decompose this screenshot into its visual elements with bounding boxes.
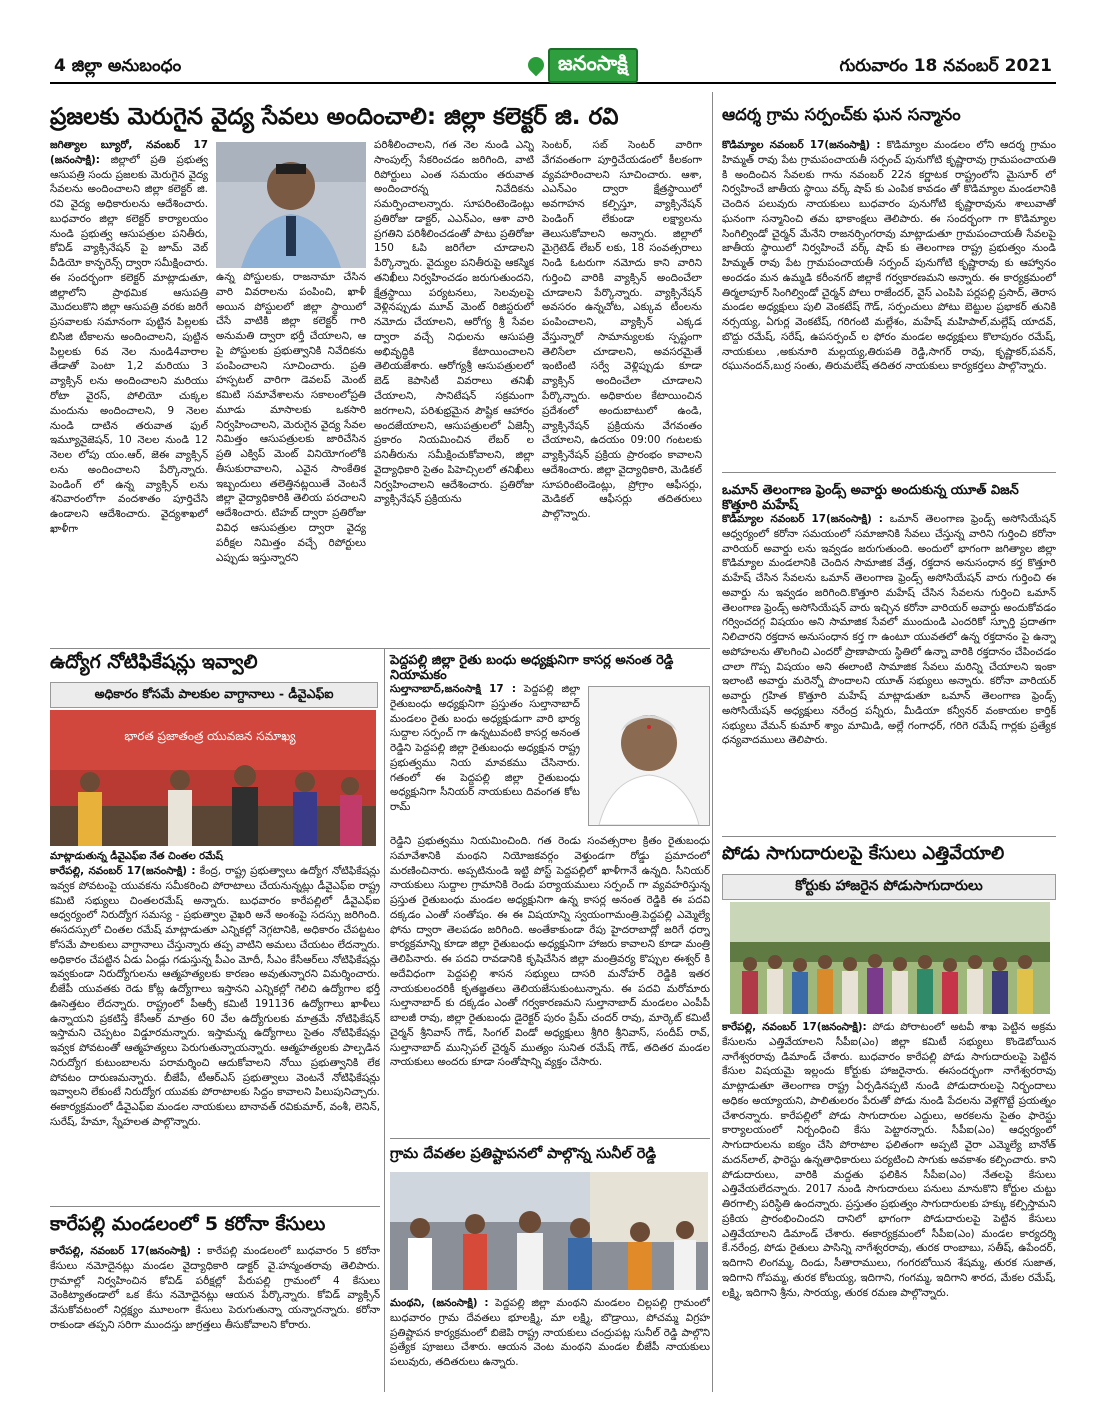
column-rule — [384, 648, 385, 1392]
column-rule — [712, 92, 713, 1392]
ananta-reddy-photo — [588, 686, 710, 826]
a4-caption: మాట్లాడుతున్న డీవైఎఫ్ఐ నేత చింతల రమేష్ — [50, 851, 223, 862]
podu-farmers-photo — [730, 902, 1050, 1014]
leaf-icon — [525, 54, 548, 77]
a4-body: కారేపల్లి, నవంబర్ 17(జనంసాక్షి) : కేంద్ర, రాష్ట్ర ప్రభుత్వాలు ఉద్యోగ నోటిఫికేషన్లు ఇవ్వక పోవటంపై యువకను సమీకరించి పోరాటాలు చేయనున్నట్లు డీవైఎఫ్ఐ రాష్ట్ర కమిటి సభ్యులు చింతలరమేష్ అన్నారు. బుధవారం కారేపల్లిలో డీవైఎఫ్ఐ ఆధ్వర్యంలో నిరుద్యోగ సమస్య - ప్రభుత్వాల వైఖరి అనే అంశంపై సదస్సు జరిగింది. ఈసదస్సులో చింతల రమేష్ మాట్లాడుతూ ఎన్నికల్లో నెగ్గటానికి, అధికారం చేపట్టటం కోసమే పాలకులు వాగ్దానాలు చేస్తున్నారు తప్ప వాటిని అమలు చేయటం లేదన్నారు. అధికారం చేపట్టిన ఏడు ఏండ్లు గడుస్తున్న పీఎం మోదీ, సీఎం కేసీఆర్‌లు నోటిఫికేషన్లు ఇవ్వకుండా నిరుద్యోగులను ఆత్మహత్యలకు కారణం అవుతున్నారని విమర్శించారు. బీజేపీ యువతకు రెడు కోట్ల ఉద్యోగాలు ఇస్తానని ఎన్నికల్లో గెలిచి ఉద్యోగాల భర్తీ ఊసెత్తటం లేదన్నారు. రాష్ట్రంలో పీఆర్సీ కమిటీ 191136 ఉద్యోగాలు ఖాళీలు ఉన్నాయని ప్రకటిస్తే కేసీఆర్ మాత్రం 60 వేల ఉద్యోగులకు మాత్రమే నోటిఫికేషన్ ఇస్తామని చెప్పటం విడ్డూరమన్నారు. ఇస్తామన్న ఉద్యోగాలు సైతం నోటిఫికేషన్లు ఇవ్వక పోవటంతో ఆత్మహత్యలు పెరుగుతున్నాయన్నారు. ఆత్మహత్యలకు పాల్పడిన నిరుద్యోగ కుటుంబాలను పరామర్శించి ఆదుకోవాలని నోయి ప్రభుత్వానికి లేక పోవటం దారుణమన్నారు. బీజేపీ, టీఆర్ఎస్ ప్రభుత్వాలు వెంటనే నోటిఫికేషన్లు ఇవ్వాలని లేకుంటే నిరుద్యోగ యువకు పోరాటాలకు సిద్దం కావాలని పిలుపునిచ్చారు. ఈకార్యక్రమంలో డీవైఎఫ్ఐ మండల నాయకులు బానావత్ రవికుమార్, వంశీ, లెనిన్, సురేష్, హేమా, స్నేహలత పాల్గొన్నారు. — [50, 865, 380, 1129]
masthead — [50, 50, 1056, 84]
a4-subtitle: అధికారం కోసమే పాలకుల వాగ్దానాలు - డీవైఎఫ్ఐ — [50, 682, 378, 708]
section-rule — [50, 648, 710, 649]
page-content — [50, 92, 1056, 1392]
a3-body: కొడిమ్యాల నవంబర్ 17(జనంసాక్షి) : ఒమాన్ తెలంగాణ ఫ్రెండ్స్ అసోసియేషన్ ఆధ్వర్యంలో కరోనా సమయంలో సమాజానికి సేవలు చేస్తున్న వారిని గుర్తించి కరోనా వారియర్ అవార్డు లను ఇవ్వడం జరుగుతుంది. అందులో భాగంగా జగిత్యాల జిల్లా కొడిమ్యాల మండలానికి చెందిన సామాజిక వేత్త, రక్తదాన అనుసంధాన కర్త కొత్తూరి మహేష్ చేసిన సేవలను ఒమాన్ తెలంగాణ ఫ్రెండ్స్ అసోసియేషన్ వారు గుర్తించి ఈ అవార్డు ను ఇవ్వడం జరిగింది.కొత్తూరి మహేష్ చేసిన సేవలను గుర్తించి ఒమాన్ తెలంగాణ ఫ్రెండ్స్ అసోసియేషన్ వారు ఇచ్చిన కరోనా వారియర్ అవార్డు అందుకోవడం గర్వించదగ్గ విషయం అని సామాజిక సేవలో ముందుండి ఎందరికో స్ఫూర్తి ప్రదాతగా నిలిచారని రక్తదాన అనుసంధాన కర్త గా ఉంటూ యువతలో ఉన్న రక్తదానం పై ఉన్నా అపోహలను తొలగించి ఎందరో ప్రాణాపాయ స్థితిలో ఉన్నా వారికి రక్తదానం చేపించడం చాలా గొప్ప విషయం అని ఈలాంటి సామాజిక సేవలు మరిన్ని చేయాలని ఇంకా ఇలాంటి అవార్డు మరెన్నో పొందాలని యూత్ సభ్యులు అన్నారు. కరోనా వారియర్ అవార్డు గ్రహిత కొత్తూరి మహేష్ మాట్లాడుతూ ఒమాన్ తెలంగాణ ఫ్రెండ్స్ అసోసియేషన్ అధ్యక్షులు నరేంద్ర పన్నీరు, మీడియా కన్వీనర్ వంకాయల కార్తిక్ సభ్యులు వేమన్ కుమార్ శ్యాం మామిడి, అల్లే గంగాధర్, గరిగె రమేష్ గార్లకు ప్రత్యేక ధన్యవాదములు తెలిపారు. — [722, 513, 1056, 747]
section-rule — [50, 1206, 380, 1207]
a6-body-top: సుల్తానాబాద్,జనంసాక్షి 17 : పెద్దపల్లి జిల్లా రైతుబంధు అధ్యక్షునిగా ప్రస్తుతం సుల్తానాబాద్ మండలం రైతు బంధు అధ్యక్షుడుగా వారి భార్య సుద్దాల సర్పంచ్ గా ఉన్నటువంటి కాసర్ల అనంత రెడ్డిని పెద్దపల్లి జిల్లా రైతుబంధు అధ్యక్షున రాష్ట్ర ప్రభుత్వము నియ మావకము చేసినారు. గతంలో ఈ పెద్దపల్లి జిల్లా రైతుబంధు అధ్యక్షునిగా సీనియర్ నాయకులు దివంగత కోట రామ్ — [390, 683, 580, 814]
section-rule — [390, 1138, 710, 1139]
a8-subtitle: కోర్టుకు హాజరైన పోడుసాగుదారులు — [722, 874, 1056, 900]
sunil-reddy-photo — [390, 1172, 708, 1290]
a5-body: కారేపల్లి, నవంబర్ 17(జనంసాక్షి) : కారేపల్లి మండలంలో బుధవారం 5 కరోనా కేసులు నమోదైనట్లు మండల వైద్యాధికారి డాక్టర్ వై.హన్మంతరావు తెలిపారు. గ్రామాల్లో నిర్వహించిన కోవిడ్ పరీక్షల్లో పేరుపల్లి గ్రామంలో 4 కేసులు వెంకిట్యాతండాలో ఒక కేసు నమోదైనట్లు ఆయన పేర్కొన్నారు. కోవిడ్ వ్యాక్సిన్ వేసుకోవటంలో నిర్లక్ష్యం మూలంగా కేసులు పెరుగుతున్నా యన్నారన్నారు. కరోనా రాకుండా తప్పని సరిగా ముందస్తు జాగ్రత్తలు తీసుకోవాలని కోరారు. — [50, 1245, 380, 1331]
a7-body: మంథని, (జనంసాక్షి) : పెద్దపల్లి జిల్లా మంథని మండలం చిల్లపల్లి గ్రామంలో బుధవారం గ్రామ దేవతలు భూలక్ష్మి, మా లక్ష్మి, బొడ్రాయి, పోచమ్మ విగ్రహ ప్రతిష్టాపన కార్యక్రమంలో బిజెపి రాష్ట్ర నాయకులు చంద్రుపట్ల సునీల్ రెడ్డి పాల్గొని ప్రత్యేక పూజలు చేశారు. ఆయన వెంట మంథని మండల బీజేపీ నాయకులు పలువురు, తదితరులు ఉన్నారు. — [390, 1297, 710, 1369]
a2-body: కొడిమ్యాల నవంబర్ 17(జనంసాక్షి) : కొడిమ్యాల మండలం లోని ఆదర్శ గ్రామం హిమ్మత్ రావు పేట గ్రామపంచాయతీ సర్పంచ్ పునుగోటి కృష్ణారావు గ్రామపంచాయతి కి అందించిన సేవలకు గాను నవంబర్ 22న కర్ణాటక రాష్ట్రంలోని మైసూర్ లో నిర్వహించే జాతీయ స్థాయి వర్క్ షాప్ కు ఎంపిక కావడం తో కొడిమ్యాల మండలానికి చెందిన పలువురు నాయకులు బుధవారం పునుగోటి కృష్ణారావును శాలువాతో ఘనంగా సన్మానించి తమ భాకాంక్షలు తెలిపారు. ఈ సందర్భంగా గా కొడిమ్యాల సింగిల్విండో చైర్మన్ మేనేని రాజనర్సింగరావు మాట్లాడుతూ గ్రామపంచాయతీ సేవలపై జాతీయ స్థాయిలో నిర్వహించే వర్క్ షాప్ కు తెలంగాణ రాష్ట్ర ప్రభుత్వం నుండి హిమ్మత్ రావు పేట గ్రామపంచాయతీ సర్పంచ్ పునుగోటి కృష్ణారావు కు ఆహ్వానం అందడం మన ఉమ్మడి కరీంనగర్ జిల్లాకే గర్వకారణమని అన్నారు. ఈ కార్యక్రమంలో తిర్మలాపూర్ సింగిల్విండో చైర్మన్ పోలు రాజేందర్, వైస్ ఎంపిపి పర్లపల్లి ప్రసాద్, తెరాస మండల అధ్యక్షులు పులి వెంకటేష్ గౌడ్, సర్పంచులు పోటు బెట్టుల ప్రభాకర్ తునికి నర్సయ్య, ఏగుర్ల వెంకటేష్, గరిగంటి మల్లేశం, మహేష్ మహిపాల్,మల్లేష్ యాదవ్, బొద్దు రమేష్, సరేష్, ఉపసర్పంచ్ ల ఫోరం మండల అధ్యక్షులు కొలాపురం రమేష్, నాయకులు ,అకునూరి మల్లయ్య,తిరుపతి రెడ్డి,సాగర్ రావు, కృష్ణాకర్,పవన్, రఘునందన్,బుర్ర సంతు, తిరుమలేష్ తదితర నాయకులు కార్యకర్తలు పాల్గొన్నారు. — [722, 139, 1056, 373]
a5-headline: కారేపల్లి మండలంలో 5 కరోనా కేసులు — [50, 1213, 326, 1235]
svg-text:భారత ప్రజాతంత్ర యువజన సమాఖ్య: భారత ప్రజాతంత్ర యువజన సమాఖ్య — [124, 729, 296, 743]
a4-headline: ఉద్యోగ నోటిఫికేషన్లు ఇవ్వాలి — [50, 651, 258, 673]
dyfi-meeting-photo — [50, 710, 376, 846]
page-label: 4 జిల్లా అనుబంధం — [54, 56, 182, 76]
a1-col2: ఉన్న పోస్టులకు, రాజనామా చేసిన వారి వివరాలను పంపించి, ఖాళీ అయిన పోస్టులలో జిల్లా స్థాయిలో చేసే వాటికి జిల్లా కలెక్టర్ గారి అనుమతి ద్వారా భర్తీ చేయాలని, ఆ పై పోస్టులకు ప్రభుత్వానికి నివేదికను పంపించాలని సూచించారు. ప్రతి హస్పటల్ వారిగా డెవలప్ మెంట్ కమిటి సమావేశాలను సకాలంలోప్రతి మూడు మాసాలకు ఒకసారి నిర్వహించాలని, మెరుగైన వైద్య సేవల నిమిత్తం ఆసుపత్రులకు జారిచేసిన ప్రతి ఎక్విప్ మెంట్ వినియోగంలోకి తీసుకురావాలని, ఎవైన సాంకేతిక ఇబ్బందులు తలెత్తినట్లయితే వెంటనే జిల్లా వైద్యాధికారికి తెలియ పరచాలని ఆదేశించారు. టిహబ్ ద్వారా ప్రతిరోజు వివిధ ఆసుపత్రుల ద్వారా వైద్య పరీక్షల నిమిత్తం వచ్చే రిపోర్టులు ఎప్పుడు ఇస్తున్నారని — [216, 271, 366, 564]
a1-headline: ప్రజలకు మెరుగైన వైద్య సేవలు అందించాలి: జిల్లా కలెక్టర్ జి. రవి — [50, 104, 619, 130]
a2-headline: ఆదర్శ గ్రామ సర్పంచ్‌కు ఘన సన్మానం — [722, 105, 961, 124]
a8-body: కారేపల్లి, నవంబర్ 17(జనంసాక్షి): పోడు పోరాటంలో అటవీ శాఖ పెట్టిన అక్రమ కేసులను ఎత్తివేయాలని సీపీఐ(ఎం) జిల్లా కమిటీ సభ్యులు కొండెబోయిన నాగేశ్వరరావు డిమాండ్ చేశారు. బుధవారం కారేపల్లి పోడు సాగుదారులపై పెట్టిన కేసుల విషయమై ఇల్లందు కోర్టుకు హాజరైనారు. ఈసందర్భంగా నాగేశ్వరరావు మాట్లాడుతూ తెలంగాణ రాష్ట్ర ఏర్పడినప్పటి నుండి పోడుదారులపై నిర్భందాలు అధికం అయ్యాయని, పాలితులరం పేరుతో పోడు నుండి పేదలను వెళ్లగొట్టే ప్రయత్నం చేశారన్నారు. కారేపల్లిలో పోడు సాగుదారుల ఎద్దులు, అరకలను సైతం ఫారెస్టు కార్యాలయంలో నిర్బంధించి కేసు పెట్టారన్నారు. సీపీఐ(ఎం) ఆధ్వర్యంలో సాగుదారులను ఐక్యం చేసి పోరాటాల ఫలితంగా అప్పటి వైరా ఎమ్మెల్యే బానోత్ మదన్‌లాల్, ఫారెస్టు ఉన్నతాధికారులు పర్యటించి సాగుకు అవకాశం కల్పించారు. కాని పోడుదారులు, వారికి మద్దతు ఫలికిన సీపీఐ(ఎం) నేతలపై కేసులు ఎత్తివేయలేదన్నారు. 2017 నుండి సాగుదారులు పనులు మానుకొని కోర్టుల చుట్టు తిరగాల్సి పరిస్ధితి ఉందన్నారు. ప్రస్తుతం ప్రభుత్వం సాగుదారులకు హక్కు కల్పిస్తామని ప్రకియ ప్రారంభించిందని దానిలో భాగంగా పోడుదారులపై పెట్టిన కేసులు ఎత్తివేయాలని డిమాండ్ చేశారు. ఈకార్యక్రమంలో సీపీఐ(ఎం) మండల కార్యదర్శి కే.నరేంద్ర, పోడు రైతులు పాసిన్ని నాగేశ్వరరావు, తురక రాంబాబు, సతీష్, ఉపేందర్, ఇదిగాని లింగమ్మ, దిండు, సీతారాములు, గంగరబోయిన శేషమ్మ, తురక సుజాత, ఇదిగాని గోపమ్మ, తురక కోటయ్య, ఇదిగాని, గంగమ్మ, ఇదిగాని శారద, మేకల రమేష్, లక్ష్మి, ఇదిగాని శ్రీను, సారయ్య, తురక రమణ పాల్గొన్నారు. — [722, 1021, 1056, 1299]
a1-col1: జగిత్యాల బ్యూరో, నవంబర్ 17 (జనంసాక్షి): జిల్లాలో ప్రతి ప్రభుత్వ ఆసుపత్రి సందు ప్రజలకు మెరుగైన వైద్య సేవలను అందించాలని జిల్లా కలెక్టర్ జి. రవి వైద్య అధికారులను ఆదేశించారు. బుధవారం జిల్లా కలెక్టర్ కార్యాలయం నుండి ప్రభుత్వ ఆసుపత్రుల పనితీరు, కోవిడ్ వ్యాక్సినేషన్ పై జూమ్ వెబ్ వీడియో కాన్ఫరెన్స్ ద్వారా సమీక్షించారు. ఈ సందర్భంగా కలెక్టర్ మాట్లాడుతూ, జిల్లాలోని ప్రాథమిక ఆసుపత్రి మొదలుకొని జిల్లా ఆసుపత్రి వరకు జరిగే ప్రసవాలకు సమానంగా పుట్టిన పిల్లలకు బిసిజి టీకాలను అందించాలని, పుట్టిన పిల్లలకు 6వ నెల నుండి4వారాల తేడాతో పెంటా 1,2 మరియు 3 వ్యాక్సిన్ లను అందించాలని మరియు రోటా వైరస్, పోలియో చుక్కల మందును అందించాలని, 9 నెలల నుండి దాటిన తరువాత ఫుల్ ఇమ్యూనైజెషన్, 10 నెలల నుండి 12 నెలల లోపు యం.ఆర్, జెఈ వ్యాక్సిన్ లను అందించాలని పేర్కొన్నారు. పెండింగ్ లో ఉన్న వ్యాక్సిన్ లను శనివారంలోగా వందశాతం పూర్తిచేసి ఉండాలని ఆదేశించారు. వైద్యశాఖలో ఖాళీగా — [50, 139, 208, 535]
section-rule — [722, 836, 1056, 837]
a1-col3: పరిశీలించాలని, గత నెల నుండి ఎన్ని సాంపుల్స్ సేకరించడం జరిగింది, వాటి రిపోర్టులు ఎంత సమయం తరువాత అందించారన్న నివేదికను సమర్పించాలన్నారు. సూపరింటెండెంట్లు ప్రతిరోజు డాక్టర్, ఎఎన్ఎం, ఆశా వారి ప్రగతిని పరిశీలించడంతో పాటు ప్రతిరోజు 150 ఓపి జరిగేలా చూడాలని పేర్కొన్నారు. వైద్యుల పనితీరుపై ఆకస్మిక తనిఖీలు నిర్వహించడం జరుగుతుందని, క్షేత్రస్థాయి పర్యటనలు, సెలవులపై వెళ్లినప్పుడు మూవ్ మెంట్ రిజిస్టరులో నమోదు చేయాలని, ఆరోగ్య శ్రీ సేవల ద్వారా వచ్చే నిధులను ఆసుపత్రి అభివృద్ధికి కేటాయించాలని తెలియజేశారు. ఆరోగ్యశ్రీ ఆసుపత్రులలో బెడ్ కెపాసిటీ వివరాలు తనిఖీ చేయాలని, సానిటేషన్ సక్రమంగా జరగాలని, పరిశుభ్రమైన పౌష్టిక ఆహారం అందజేయాలని, ఆసుపత్రులలో ఏజెన్సీ ప్రకారం నియమించిన లేబర్ ల పనితీరును సమీక్షించుకోవాలని, జిల్లా వైద్యాధికారి సైతం పిహెచ్సిలలో తనిఖీలు నిర్వహించాలని ఆదేశించారు. ప్రతిరోజు వ్యాక్సినేషన్ ప్రక్రియను — [374, 139, 534, 506]
a8-headline: పోడు సాగుదారులపై కేసులు ఎత్తివేయాలి — [722, 843, 1005, 864]
newspaper-logo: జనంసాక్షి — [528, 50, 638, 80]
a7-headline: గ్రామ దేవతల ప్రతిష్టాపనలో పాల్గొన్న సునీల్ రెడ్డి — [390, 1146, 657, 1162]
issue-date: గురువారం 18 నవంబర్ 2021 — [839, 56, 1052, 76]
a1-dateline: జగిత్యాల బ్యూరో, నవంబర్ 17 (జనంసాక్షి): — [50, 139, 208, 166]
section-rule — [722, 472, 1056, 473]
a1-col4: సెంటర్, సబ్ సెంటర్ వారిగా వేగవంతంగా పూర్తిచేయడంలో కీలకంగా వ్యవహరించాలని సూచించారు. ఆశా, ఎఎన్ఎం ద్వారా క్షేత్రస్థాయిలో అవగాహన కల్పిస్తూ, వ్యాక్సినేషన్ పెండింగ్ లేకుండా లక్ష్యాలను తెలుసుకోవాలని అన్నారు. జిల్లాలో మైగ్రెటెడ్ లేబర్ లకు, 18 సంవత్సరాలు నిండి ఓటరుగా నమోదు కాని వారిని గుర్తించి వారికి వ్యాక్సిన్ అందించేలా చూడాలని పేర్కొన్నారు. వ్యాక్సినేషన్ అవసరం ఉన్నచోట, ఎక్కువ టీంలను పంపించాలని, వ్యాక్సిన్ ఎక్కడ వేస్తున్నారో సామాన్యులకు స్పష్టంగా తెలిసేలా చూడాలని, అవసరమైతే ఇంటింటి సర్వే వెళ్లిప్పుడు కూడా వ్యాక్సిన్ అందించేలా చూడాలని పేర్కొన్నారు. అధికారుల కేటాయించిన ప్రదేశంలో అందుబాటులో ఉండి, వ్యాక్సినేషన్ ప్రక్రియను వేగవంతం చేయాలని, ఉదయం 09:00 గంటలకు వ్యాక్సినేషన్ ప్రక్రియ ప్రారంభం కావాలని ఆదేశించారు. జిల్లా వైద్యాధికారి, మెడికల్ సూపరింటెండెంట్లు, ప్రోగ్రాం ఆఫీసర్లు, మెడికల్ ఆఫీసర్లు తదితరులు పాల్గొన్నారు. — [542, 139, 702, 521]
a3-headline: ఒమాన్ తెలంగాణ ఫ్రెండ్స్ అవార్డు అందుకున్న యూత్ విజన్ కొత్తూరి మహేష్ — [722, 483, 1019, 513]
a6-headline: పెద్దపల్లి జిల్లా రైతు బంధు అధ్యక్షునిగా కాసర్ల అనంత రెడ్డి నియామకం — [390, 653, 674, 683]
collector-photo — [216, 142, 366, 268]
a6-body: రెడ్డిని ప్రభుత్వము నియమించింది. గత రెండు సంవత్సరాల క్రితం రైతుబంధు సమావేశానికి మంథని నియోజకవర్గం వెళ్తుండగా రోడ్డు ప్రమాదంలో మరణించినారు. అప్పటినుండి ఇట్టి పోస్ట్ పెద్దపల్లిలో ఖాళీగానే ఉన్నది. సీనియర్ నాయకులు సుద్దాల గ్రామానికి రెండు పర్యాయములు సర్పంచ్ గా వ్యవహరిస్తున్న ప్రస్తుత రైతుబంధు మండల అధ్యక్షునిగా ఉన్న కాసర్ల అనంత రెడ్డికి ఈ పదవి దక్కడం ఎంతో సంతోషం. ఈ ఈ విషయాన్ని స్వయంగామంత్రి.పెద్దపల్లి ఎమ్మెల్యే ఫోను ద్వారా తెలపడం జరిగింది. అంతేకాకుండా రేపు హైదరాబాద్లో జరిగే ధర్నా కార్యక్రమాన్ని కూడా జిల్లా రైతుబంధు అధ్యక్షునిగా హాజరు కావాలని కూడా మంత్రి తెలిపినారు. ఈ పదవి రావడానికి కృషిచేసిన జిల్లా మంత్రివర్య కొప్పుల ఈశ్వర్ కి అదేవిధంగా పెద్దపల్లి శాసన సభ్యులు దాసరి మనోహర్ రెడ్డికి ఇతర నాయకులందరికీ కృతజ్ఞతలు తెలియజేసుకుంటున్నాను. ఈ పదవి మరోమారు సుల్తానాబాద్ కు దక్కడం ఎంతో గర్వకారణమని సుల్తానాబాద్ మండలం ఎంపీపీ బాలజీ రావు, జిల్లా రైతుబంధు డైరెక్టర్ పురం ప్రేమ్ చందర్ రావు, మార్కెట్ కమిటీ చైర్మన్ శ్రీనివాస్ గౌడ్, సింగల్ విండో అధ్యక్షులు శ్రీగిరి శ్రీనివాస్, సందీప్ రావ్, సుల్తానాబాద్ మున్సిపల్ చైర్మన్ ముత్యం సునిత రమేష్ గౌడ్, తదితర మండల నాయకులు అందరు కూడా సంతోషాన్ని వ్యక్తం చేసారు. — [390, 835, 710, 1069]
